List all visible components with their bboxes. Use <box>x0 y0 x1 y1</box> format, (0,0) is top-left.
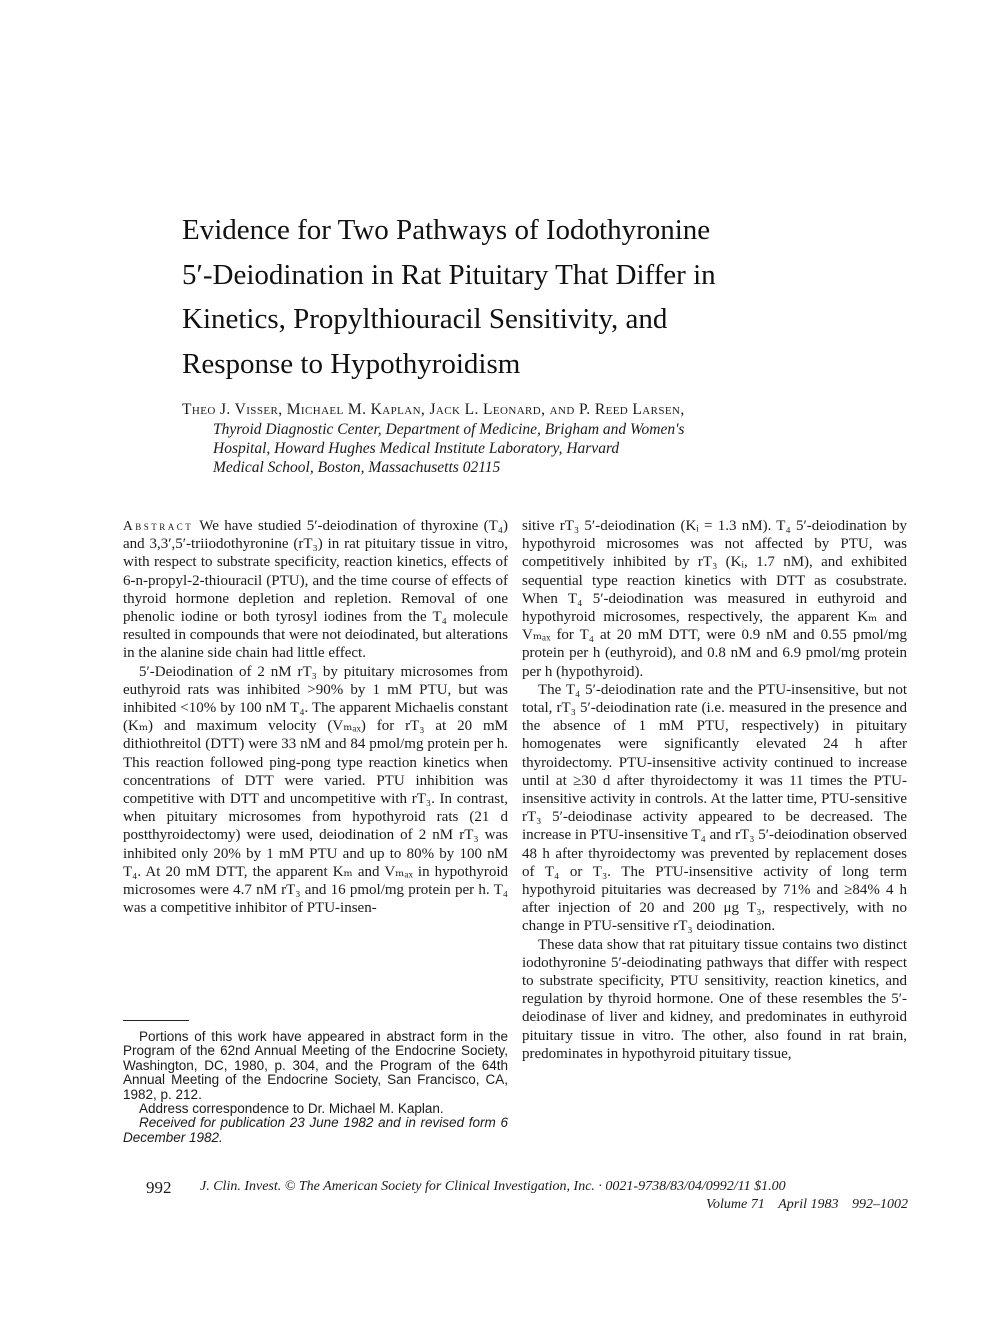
abstract-column-left <box>123 517 508 917</box>
footnote-divider <box>123 1020 189 1021</box>
affiliation-line: Thyroid Diagnostic Center, Department of Medicine, Brigham and Women's <box>213 421 685 438</box>
affiliation-line: Medical School, Boston, Massachusetts 02115 <box>213 459 501 476</box>
abstract-paragraph: sitive rT₃ 5′-deiodination (Kᵢ = 1.3 nM). T₄ 5′-deiodination by hypothyroid microsomes was not affected by PTU, was competitively inhibited by rT₃ (Kᵢ, 1.7 nM), and exhibited sequential type reaction kinetics with DTT as cosubstrate. When T₄ 5′-deiodination was measured in euthyroid and hypothyroid microsomes, respectively, the apparent Kₘ and Vₘₐₓ for T₄ at 20 mM DTT, were 0.9 nM and 0.55 pmol/mg protein per h (euthyroid), and 0.8 nM and 6.9 pmol/mg protein per h (hypothyroid). <box>522 518 907 680</box>
abstract-column-right <box>522 517 907 1063</box>
footnote-received: Received for publication 23 June 1982 and in revised form 6 December 1982. <box>123 1115 508 1145</box>
page-number: 992 <box>146 1178 172 1197</box>
author-list: Theo J. Visser, Michael M. Kaplan, Jack L. Leonard, and P. Reed Larsen, <box>182 401 685 418</box>
title-line: 5′-Deiodination in Rat Pituitary That Differ in <box>182 258 716 291</box>
title-line: Evidence for Two Pathways of Iodothyronine <box>182 214 711 246</box>
footnote-correspondence: Address correspondence to Dr. Michael M. Kaplan. <box>139 1101 444 1117</box>
abstract-paragraph <box>123 517 508 663</box>
title-line: Kinetics, Propylthiouracil Sensitivity, and <box>182 303 668 335</box>
page-range: 992–1002 <box>852 1197 908 1212</box>
title-line: Response to Hypothyroidism <box>182 347 521 380</box>
affiliation-line: Hospital, Howard Hughes Medical Institute Laboratory, Harvard <box>213 440 620 457</box>
volume-number: Volume 71 <box>706 1197 765 1212</box>
affiliation <box>213 420 913 477</box>
article-title <box>182 208 882 386</box>
footnote-presentation: Portions of this work have appeared in abstract form in the Program of the 62nd Annual Meeting of the Endocrine Society, Washington, DC, 1980, p. 304, and the Program of the 64th Annual Meeting of the Endocrine Society, San Francisco, CA, 1982, p. 212. <box>123 1029 508 1102</box>
abstract-heading: Abstract <box>123 518 194 533</box>
abstract-text: We have studied 5′-deiodination of thyroxine (T₄) and 3,3′,5′-triiodothyronine (rT₃) in rat pituitary tissue in vitro, with respect to substrate specificity, reaction kinetics, effects of 6-n-propyl-2-thiouracil (PTU), and the time course of effects of thyroid hormone depletion and repletion. Removal of one phenolic iodine or both tyrosyl iodines from the T₄ molecule resulted in compounds that were not deiodinated, but alterations in the alanine side chain had little effect. <box>123 518 508 662</box>
abstract-paragraph: These data show that rat pituitary tissue contains two distinct iodothyronine 5′-deiodinating pathways that differ with respect to substrate specificity, PTU sensitivity, reaction kinetics, and regulation by thyroid hormone. One of these resembles the 5′-deiodinase of liver and kidney, and predominates in euthyroid pituitary tissue in vitro. The other, also found in rat brain, predominates in hypothyroid pituitary tissue, <box>522 936 907 1062</box>
volume-info <box>696 1197 908 1213</box>
abstract-paragraph: 5′-Deiodination of 2 nM rT₃ by pituitary microsomes from euthyroid rats was inhibited >90% by 1 mM PTU, but was inhibited <10% by 100 nM T₄. The apparent Michaelis constant (Kₘ) and maximum velocity (Vₘₐₓ) for rT₃ at 20 mM dithiothreitol (DTT) were 33 nM and 84 pmol/mg protein per h. This reaction followed ping-pong type reaction kinetics when concentrations of DTT were varied. PTU inhibition was competitive with DTT and uncompetitive with rT₃. In contrast, when pituitary microsomes from hypothyroid rats (21 d postthyroidectomy) were used, deiodination of 2 nM rT₃ was inhibited only 20% by 1 mM PTU and up to 80% by 100 nM T₄. At 20 mM DTT, the apparent Kₘ and Vₘₐₓ in hypothyroid microsomes were 4.7 nM rT₃ and 16 pmol/mg protein per h. T₄ was a competitive inhibitor of PTU-insen- <box>123 663 508 917</box>
footnotes <box>123 1030 508 1145</box>
abstract-paragraph: The T₄ 5′-deiodination rate and the PTU-insensitive, but not total, rT₃ 5′-deiodination rate (i.e. measured in the presence and the absence of 1 mM PTU, respectively) in pituitary homogenates were significantly elevated 24 h after thyroidectomy. PTU-insensitive activity continued to increase until at ≥30 d after thyroidectomy it was 11 times the PTU-insensitive activity in controls. At the latter time, PTU-sensitive rT₃ 5′-deiodinase activity appeared to be decreased. The increase in PTU-insensitive T₄ and rT₃ 5′-deiodination observed 48 h after thyroidectomy was prevented by replacement doses of T₄ or T₃. The PTU-insensitive activity of long term hypothyroid pituitaries was decreased by 71% and ≥84% 4 h after injection of 20 and 200 μg T₃, respectively, with no change in PTU-sensitive rT₃ deiodination. <box>522 681 907 935</box>
journal-citation: J. Clin. Invest. © The American Society for Clinical Investigation, Inc. · 0021-9738/83/04/0992/11 $1.00 <box>200 1179 786 1194</box>
issue-date: April 1983 <box>778 1197 839 1212</box>
